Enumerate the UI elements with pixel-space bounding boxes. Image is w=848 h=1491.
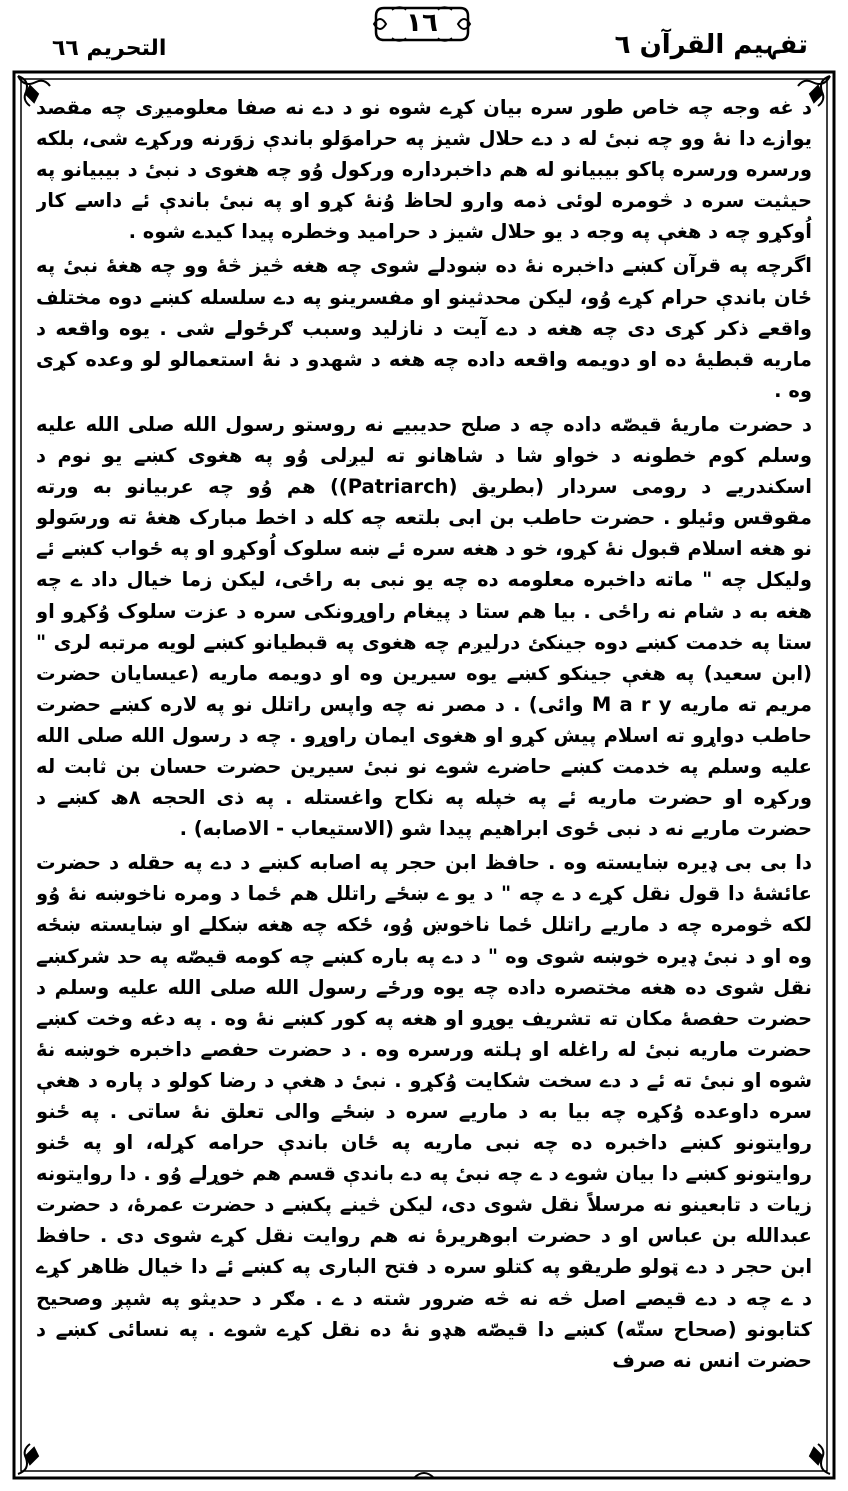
paragraph: اگرچه په قرآن کښے داخبره نهٔ ده ښودلے شوی چه هغه څیز څهٔ وو چه هغهٔ نبیٔ په ځان باندې حرام کړے وُو، لیکن محدثینو او مفسرینو په دے سلسله کښے دوه مختلف واقعے ذکر کړی دی چه هغه د دے آیت د نازلید وسبب ګرځولے شی . یوه واقعه د ماریه قبطیهٔ ده او دویمه واقعه داده چه هغه د شهدو د نهٔ استعمالو لو وعده کړی وه .	[36, 254, 812, 402]
page-header	[0, 0, 848, 72]
paragraph: دا بی بی ډیره ښایسته وه . حافظ ابن حجر په اصابه کښے د دے په حقله د حضرت عائشهٔ دا قول نقل کړے د ے چه " د یو ے ښځے راتلل هم ځما د ومره ناخوښه نهٔ وُو لکه څومره چه د ماریے راتلل ځما ناخوښ وُو، ځکه چه هغه ښکلے او ښایسته ښځه وه او د نبیٔ ډیره خوښه شوی وه " د دے په باره کښے چه کومه قیصّه په حد شرکښے نقل شوی ده هغه مختصره داده چه یوه ورځے رسول الله صلی الله علیه وسلم د حضرت حفصهٔ مکان ته تشریف یوړو او هغه په کور کښے نهٔ وه . په دغه وخت کښے حضرت ماریه نبیٔ له راغله او ہلته ورسره وه . د حضرت حفصے داخبره خوښه نهٔ شوه او نبیٔ ته ئے د دے سخت شکایت وُکړو . نبیٔ د هغې د رضا کولو د پاره د هغې سره داوعده وُکړه چه بیا به د ماریے سره د ښځے والی تعلق نهٔ ساتی . په ځنو روایتونو کښے داخبره ده چه نبی ماریه په ځان باندې حرامه کړله، او په ځنو روایتونو کښے دا بیان شوے د ے چه نبیٔ په دے باندې قسم هم خوړلے وُو . دا روایتونه زیات د تابعینو نه مرسلاً نقل شوی دی، لیکن څینے پکښے د حضرت عمرهٔ، د حضرت عبدالله بن عباس او د حضرت ابوهریرهٔ نه هم روایت نقل کړے شوی دی . حافظ ابن حجر د دے ټولو طریقو په کتلو سره د فتح الباری په کښے ئے دا خیال ظاهر کړے د ے چه د دے قیصے اصل څه نه څه ضرور شته د ے . مګر د حدیثو په شپږ وصحیح کتابونو (صحاح ستّه) کښے دا قیصّه هډو نهٔ ده نقل کړے شوے . په نسائی کښے د حضرت انس نه صرف	[36, 851, 812, 1372]
page-body	[36, 92, 812, 1482]
page-number: ١٦	[406, 8, 438, 38]
paragraph: د حضرت ماریهٔ قیصّه داده چه د صلح حدیبیے نه روستو رسول الله صلی الله علیه وسلم کوم خطونه د خواو شا د شاهانو ته لیږلی وُو په هغوی کښے یو نوم د اسکندریے د رومی سردار (بطریق (Patriarch)) هم وُو چه عربیانو به ورته مقوقس وئیلو . حضرت حاطب بن ابی بلتعه چه کله د اخط مبارک هغهٔ ته ورسَولو نو هغه اسلام قبول نهٔ کړو، خو د هغه سره ئے ښه سلوک اُوکړو او په ځواب کښے ئے ولیکل چه " ماته داخبره معلومه ده چه یو نبی به راځی، لیکن زما خیال داد ے چه هغه به د شام نه راځی . بیا هم ستا د پیغام راوړونکی سره د عزت سلوک وُکړو او ستا په خدمت کښے دوه جینکئ درلیږم چه هغوی په قبطیانو کښے لویه مرتبه لری " (ابن سعید) په هغې جینکو کښے یوه سیرین وه او دویمه ماریه (عیسایان حضرت مریم ته ماریه M a r y وائی) . د مصر نه چه واپس راتلل نو په لاره کښے حضرت حاطب دواړو ته اسلام پیش کړو او هغوی ایمان راوړو . چه د رسول الله صلی الله علیه وسلم په خدمت کښے حاضرے شوے نو نبیٔ سیرین حضرت حسان بن ثابت له ورکړه او حضرت ماریه ئے په خپله په نکاح واغستله . په ذی الحجه ٨ھ کښے د حضرت ماریے نه د نبی ځوی ابراهیم پیدا شو (الاستیعاب - الاصابه) .	[36, 412, 812, 841]
chapter-running-head: التحریم ٦٦	[52, 36, 167, 61]
paragraph: د غه وجه چه خاص طور سره بیان کړے شوه نو د دے نه صفا معلومیږی چه مقصد یوازے دا نهٔ وو چه نبیٔ له د دے حلال شیز په حراموَلو باندې زوَرنه ورکړے شی، بلکه ورسره ورسره پاکو بیبیانو له هم داخبرداره ورکول وُو چه هغوی د نبیٔ د بیبیانو په حیثیت سره د څومره لوئی ذمه وارو لحاظ وُنهٔ کړو او په نبیٔ باندې ئے داسے کار اُوکړو چه د هغې په وجه د یو حلال شیز د حرامید وخطره پیدا کیدے شوه .	[36, 96, 812, 244]
book-running-head: تفہیم القرآن ٦	[614, 30, 808, 60]
